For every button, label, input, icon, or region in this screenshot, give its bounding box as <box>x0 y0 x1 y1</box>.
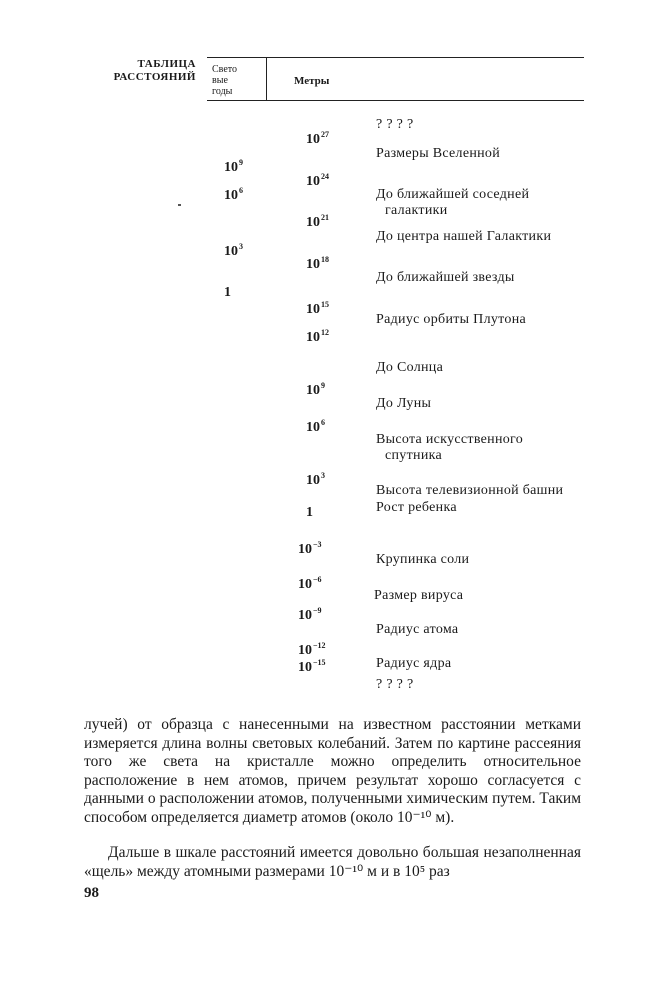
meter-value-exponent: 9 <box>321 381 325 390</box>
meter-value-exponent: 21 <box>321 213 329 222</box>
distance-label <box>376 656 451 672</box>
meter-value-exponent: −6 <box>313 575 322 584</box>
distance-label-line: Высота искусственного <box>376 432 524 447</box>
meter-value-exponent: 27 <box>321 130 329 139</box>
table-header-divider <box>266 58 267 100</box>
distance-label <box>376 622 458 638</box>
table-header-rule <box>207 100 584 101</box>
meter-value <box>298 641 326 659</box>
distance-label-line: ? ? ? ? <box>376 117 414 132</box>
distance-label <box>376 187 529 219</box>
meter-value <box>306 381 325 399</box>
meter-value-base: 10 <box>306 420 320 435</box>
meter-value-base: 10 <box>306 473 320 488</box>
meter-value-base: 10 <box>306 174 320 189</box>
lightyear-value <box>224 242 243 260</box>
distance-label-line: Высота телевизионной башни <box>376 483 564 498</box>
meter-value <box>306 213 329 231</box>
distance-label <box>376 360 443 376</box>
distance-label-line: спутника <box>385 448 443 463</box>
lightyear-value-base: 10 <box>224 244 238 259</box>
distance-label-line: До ближайшей звезды <box>376 270 515 285</box>
distance-label-line: До центра нашей Галактики <box>376 229 552 244</box>
distance-label <box>376 270 515 286</box>
meter-value-exponent: 6 <box>321 418 325 427</box>
lightyear-value-exponent: 9 <box>239 158 243 167</box>
meter-value-exponent: 15 <box>321 300 329 309</box>
meter-value-base: 10 <box>298 643 312 658</box>
meter-value <box>306 300 329 318</box>
distance-label <box>376 677 413 693</box>
distance-label <box>376 117 413 133</box>
meter-value <box>306 418 325 436</box>
lightyear-value <box>224 186 243 204</box>
meter-value-base: 10 <box>298 577 312 592</box>
meter-value-exponent: −3 <box>313 540 322 549</box>
meter-value-base: 10 <box>298 660 312 675</box>
distance-label-line: Радиус орбиты Плутона <box>376 312 527 327</box>
distance-label <box>376 312 526 328</box>
meter-value-exponent: 18 <box>321 255 329 264</box>
meter-value <box>298 575 322 593</box>
distance-label-line: До Луны <box>376 396 432 411</box>
meter-value <box>306 505 313 521</box>
meter-value-base: 10 <box>298 608 312 623</box>
column-header-meters: Метры <box>294 75 330 87</box>
distance-label-line: Размеры Вселенной <box>376 146 501 161</box>
distance-label-line: Размер вируса <box>374 588 464 603</box>
meter-value-base: 10 <box>306 330 320 345</box>
distance-label-line: ? ? ? ? <box>376 677 414 692</box>
meter-value <box>306 130 329 148</box>
distance-label <box>376 483 563 499</box>
distance-label-line: До ближайшей соседней <box>376 187 530 202</box>
print-speck <box>178 204 181 206</box>
meter-value <box>298 658 326 676</box>
distance-label-line: До Солнца <box>376 360 444 375</box>
lightyear-value-base: 1 <box>224 285 231 300</box>
meter-value <box>306 328 329 346</box>
lightyear-value-exponent: 6 <box>239 186 243 195</box>
meter-value-base: 10 <box>306 302 320 317</box>
meter-value-exponent: 24 <box>321 172 329 181</box>
distance-label <box>376 552 469 568</box>
body-paragraph-2: Дальше в шкале расстояний имеется довольно большая незаполненная «щель» между атомными размерами 10⁻¹⁰ м и в 10⁵ раз <box>84 844 581 880</box>
meter-value <box>306 172 329 190</box>
page-number: 98 <box>84 885 99 901</box>
distance-label <box>374 588 463 604</box>
column-header-lightyears: Свето вые годы <box>212 64 238 97</box>
table-top-rule <box>207 57 584 58</box>
distance-label <box>376 500 457 516</box>
meter-value-base: 10 <box>306 383 320 398</box>
meter-value-base: 10 <box>306 215 320 230</box>
meter-value-exponent: −12 <box>313 641 326 650</box>
meter-value-exponent: −9 <box>313 606 322 615</box>
distance-label <box>376 432 523 464</box>
meter-value-base: 10 <box>298 542 312 557</box>
distance-label-line: Рост ребенка <box>376 500 457 515</box>
meter-value <box>306 255 329 273</box>
table-title: ТАБЛИЦА РАССТОЯНИЙ <box>113 58 196 83</box>
lightyear-value <box>224 158 243 176</box>
meter-value-base: 10 <box>306 132 320 147</box>
meter-value-exponent: −15 <box>313 658 326 667</box>
distance-label <box>376 229 551 245</box>
distance-label-line: галактики <box>385 203 448 218</box>
meter-value-exponent: 12 <box>321 328 329 337</box>
meter-value-base: 1 <box>306 505 313 520</box>
meter-value-exponent: 3 <box>321 471 325 480</box>
lightyear-value <box>224 285 231 301</box>
meter-value <box>298 540 322 558</box>
lightyear-value-base: 10 <box>224 160 238 175</box>
body-paragraph-1: лучей) от образца с нанесенными на известном расстоянии метками измеряется длина волны световых колебаний. Затем по картине рассеяния того же света на кристалле можно определить относительное расположение в нем атомов, причем результат хорошо согласуется с данными о расположении атомов, полученными химическим путем. Таким способом определяется диаметр атомов (около 10⁻¹⁰ м). <box>84 716 581 826</box>
meter-value <box>306 471 325 489</box>
meter-value <box>298 606 322 624</box>
distance-label-line: Радиус ядра <box>376 656 452 671</box>
distance-label <box>376 146 500 162</box>
distance-label <box>376 396 431 412</box>
distance-label-line: Радиус атома <box>376 622 459 637</box>
lightyear-value-exponent: 3 <box>239 242 243 251</box>
meter-value-base: 10 <box>306 257 320 272</box>
lightyear-value-base: 10 <box>224 188 238 203</box>
distance-label-line: Крупинка соли <box>376 552 470 567</box>
